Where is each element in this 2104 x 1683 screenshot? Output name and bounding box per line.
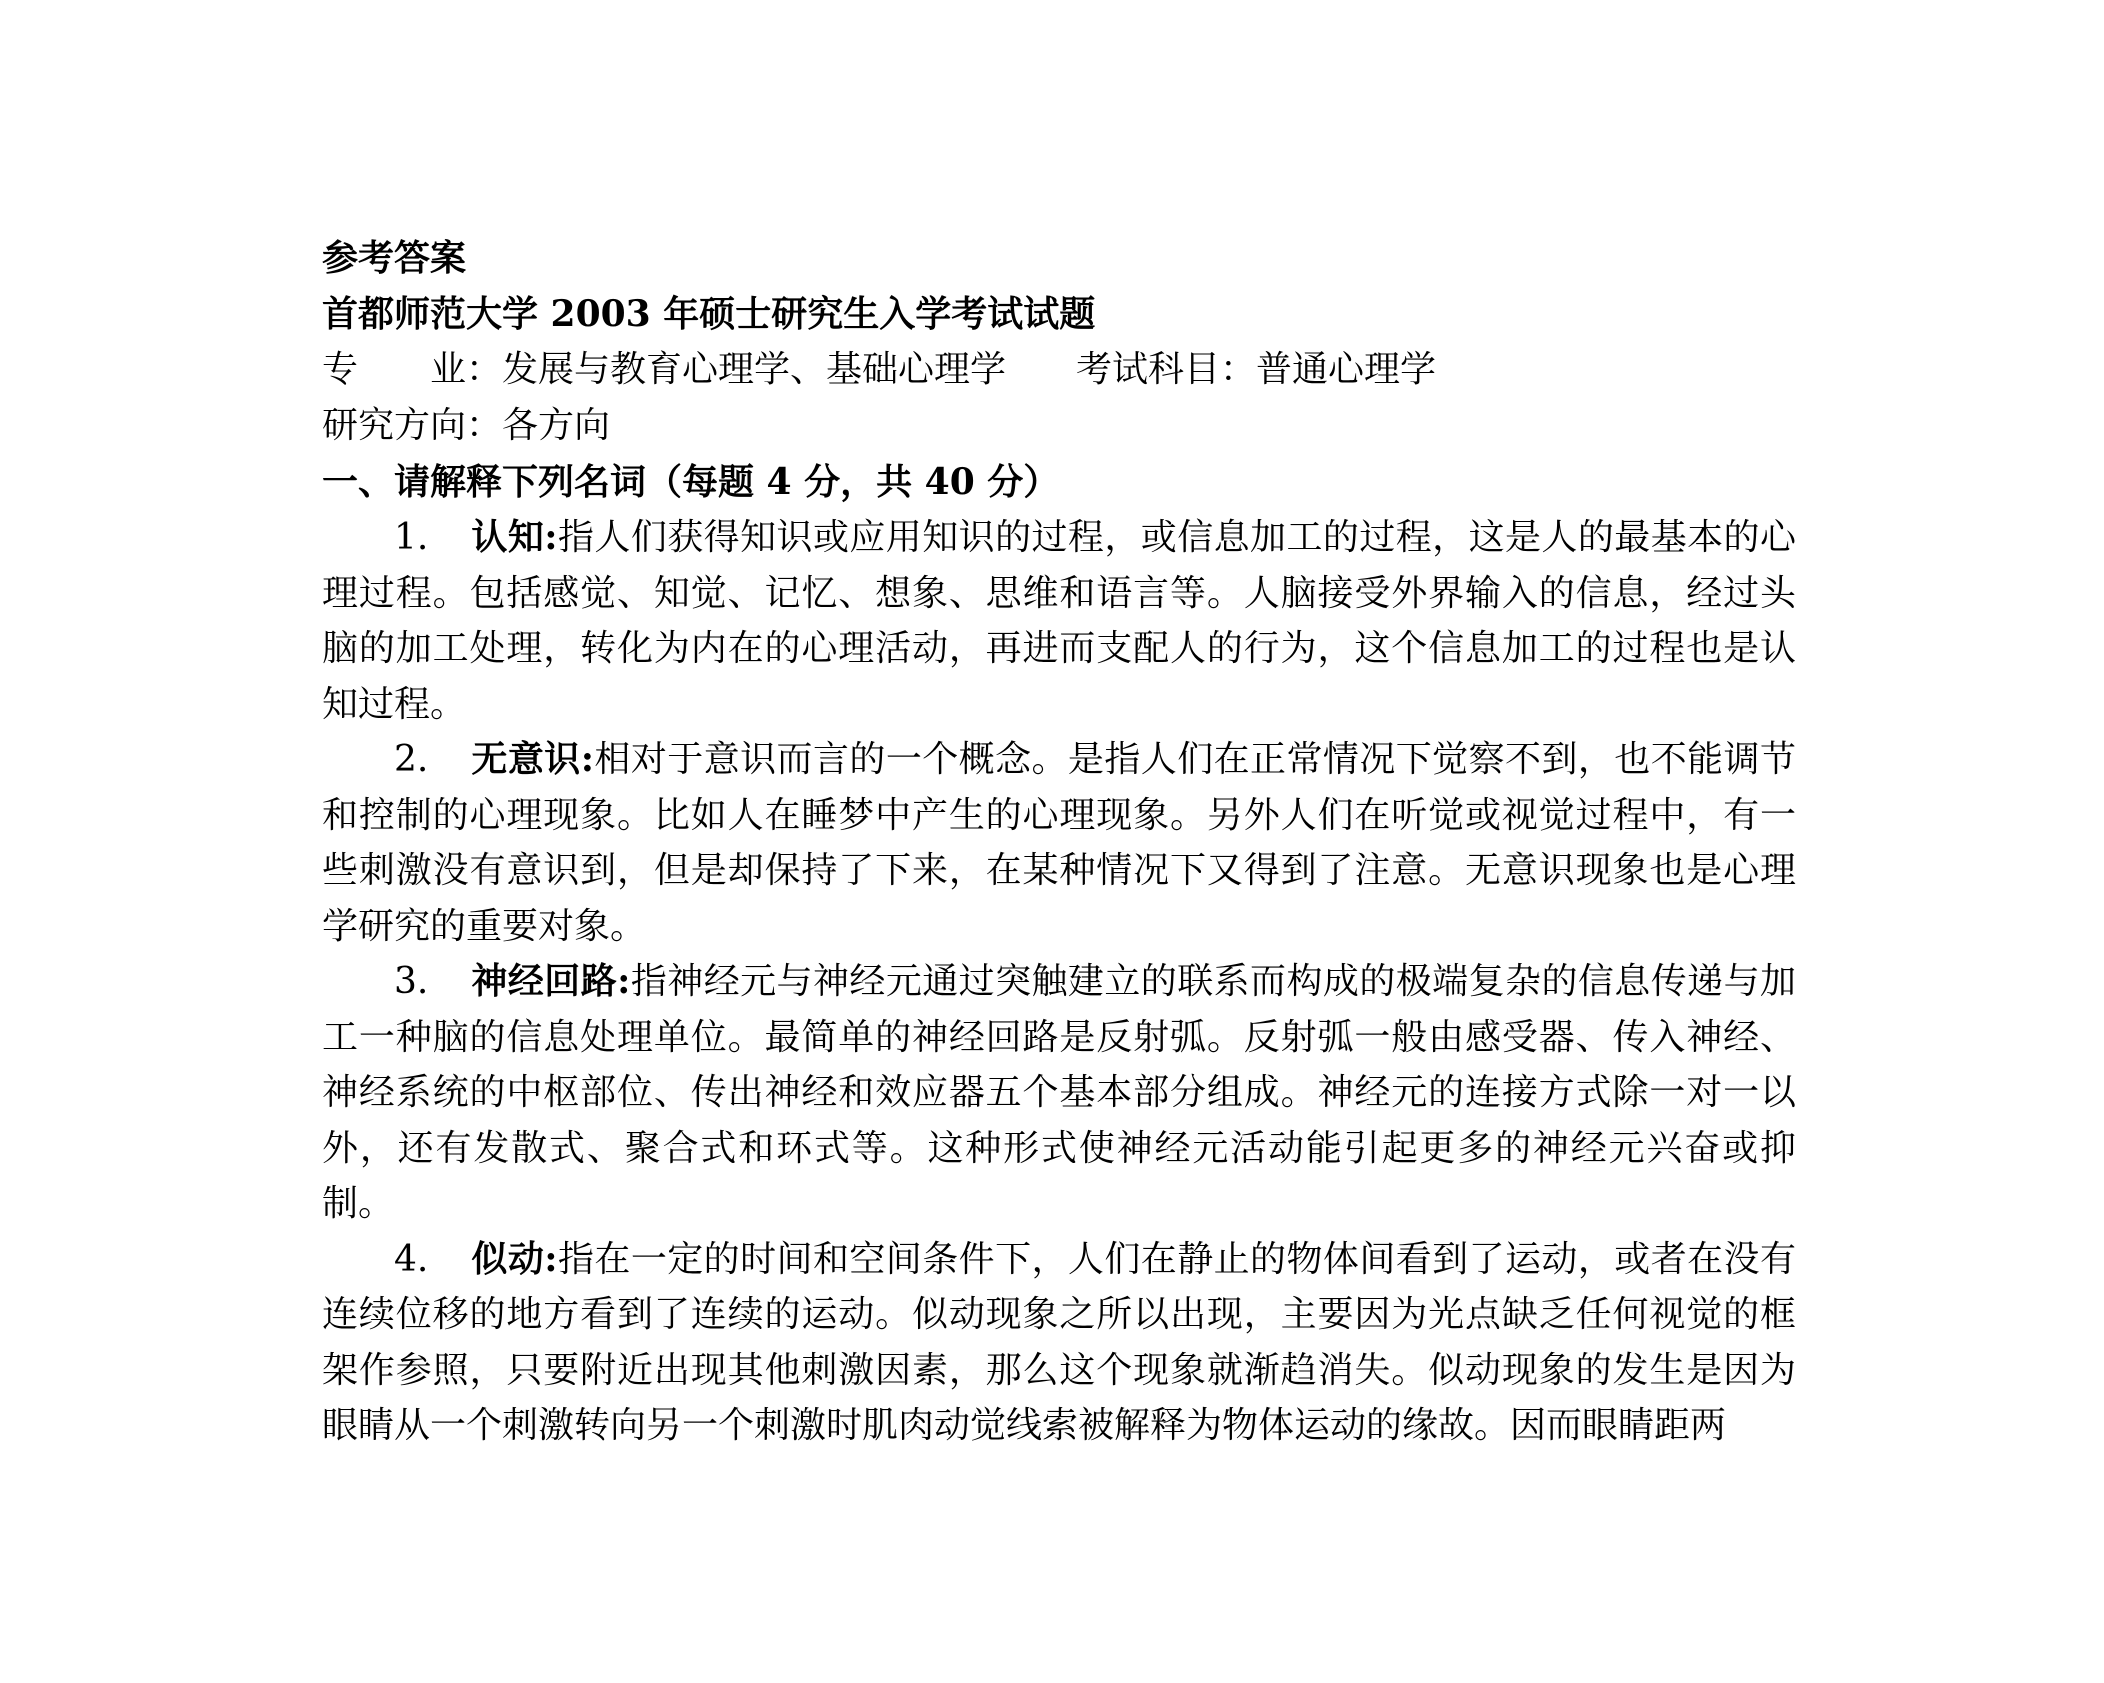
- subject-value: 普通心理学: [1256, 349, 1437, 390]
- item-number: 1.: [394, 517, 429, 558]
- exam-title: 首都师范大学 2003 年硕士研究生入学考试试题: [322, 293, 1096, 335]
- item-text: 指在一定的时间和空间条件下，人们在静止的物体间看到了运动，或者在没有连续位移的地方看到了连续的运动。似动现象之所以出现，主要因为光点缺乏任何视觉的框架作参照，只要附近出现其他刺激因素，那么这个现象就渐趋消失。似动现象的发生是因为眼睛从一个刺激转向另一个刺激时肌肉动觉线索被解释为物体运动的缘故。因而眼睛距两: [322, 1238, 1796, 1446]
- major-line: [322, 342, 1796, 398]
- direction-value: 各方向: [502, 405, 611, 446]
- definition-item-2: [322, 732, 1796, 954]
- definition-item-3: [322, 954, 1796, 1232]
- subject-label: 考试科目：: [1076, 349, 1257, 390]
- item-number: 4.: [394, 1238, 429, 1280]
- major-value: 发展与教育心理学、基础心理学: [502, 349, 1007, 390]
- definition-item-4: [322, 1232, 1796, 1454]
- section-title: 一、请解释下列名词（每题 4 分，共 40 分）: [322, 461, 1060, 503]
- item-term: 无意识:: [471, 738, 594, 780]
- direction-line: [322, 398, 1796, 454]
- item-term: 神经回路:: [471, 960, 631, 1002]
- item-text: 指神经元与神经元通过突触建立的联系而构成的极端复杂的信息传递与加工一种脑的信息处理单位。最简单的神经回路是反射弧。反射弧一般由感受器、传入神经、神经系统的中枢部位、传出神经和效应器五个基本部分组成。神经元的连接方式除一对一以外，还有发散式、聚合式和环式等。这种形式使神经元活动能引起更多的神经元兴奋或抑制。: [322, 961, 1796, 1224]
- item-term: 认知:: [471, 516, 558, 558]
- item-text: 指人们获得知识或应用知识的过程，或信息加工的过程，这是人的最基本的心理过程。包括感觉、知觉、记忆、想象、思维和语言等。人脑接受外界输入的信息，经过头脑的加工处理，转化为内在的心理活动，再进而支配人的行为，这个信息加工的过程也是认知过程。: [322, 517, 1796, 725]
- item-number: 3.: [394, 961, 429, 1002]
- item-number: 2.: [394, 739, 429, 780]
- major-label: 专 业：: [322, 349, 503, 390]
- answer-label: 参考答案: [322, 237, 467, 279]
- direction-label: 研究方向：: [322, 405, 503, 446]
- item-term: 似动:: [471, 1237, 558, 1280]
- item-text: 相对于意识而言的一个概念。是指人们在正常情况下觉察不到，也不能调节和控制的心理现象。比如人在睡梦中产生的心理现象。另外人们在听觉或视觉过程中，有一些刺激没有意识到，但是却保持了下来，在某种情况下又得到了注意。无意识现象也是心理学研究的重要对象。: [322, 739, 1796, 947]
- document-content: [322, 230, 1796, 1454]
- definition-item-1: [322, 510, 1796, 732]
